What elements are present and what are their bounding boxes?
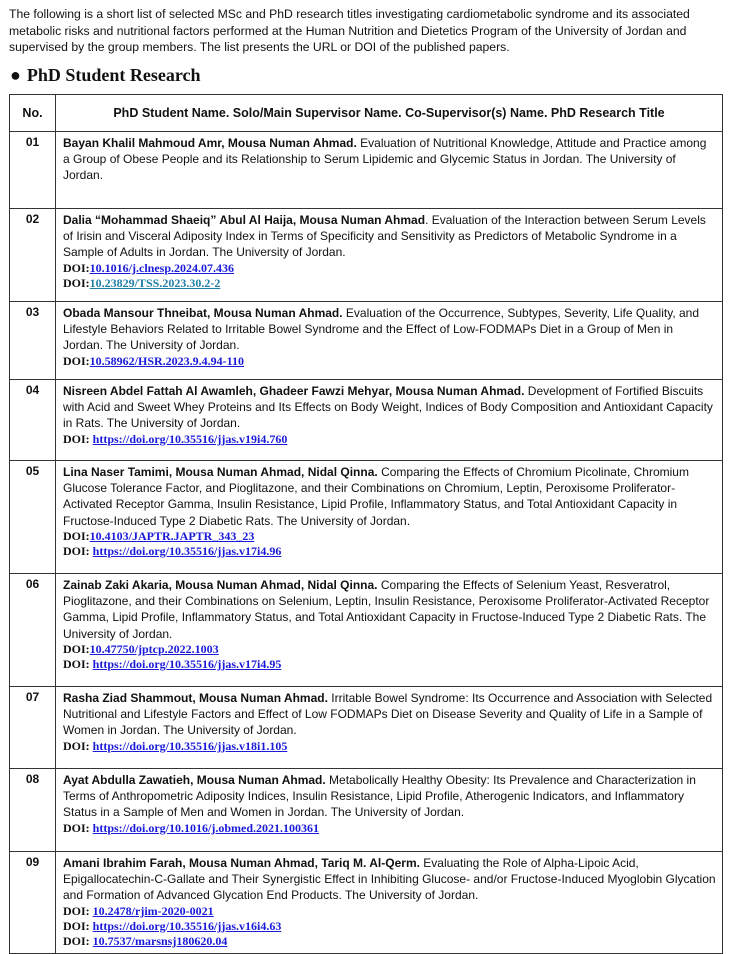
table-row <box>10 852 723 954</box>
entry-text <box>63 577 716 642</box>
doi-link[interactable]: 10.2478/rjim-2020-0021 <box>92 903 214 918</box>
doi-line <box>63 276 716 291</box>
entry-text <box>63 855 716 904</box>
doi-line <box>63 354 716 369</box>
research-entry <box>56 209 723 302</box>
table-row <box>10 461 723 574</box>
research-title: Evaluating the Role of Alpha-Lipoic Acid, Epigallocatechin-C-Gallate and Their Synergistic Effect in Inhibiting Glucose- and/or Fructose-Induced Myoglobin Glycation and Formation of Advanced Glycation End Products. The University of Jordan. <box>63 856 716 903</box>
doi-label: DOI: <box>63 260 90 275</box>
table-header-row <box>10 95 723 132</box>
doi-link[interactable]: https://doi.org/10.35516/jjas.v18i1.105 <box>92 738 288 753</box>
doi-label: DOI: <box>63 918 93 933</box>
doi-link[interactable]: https://doi.org/10.1016/j.obmed.2021.100361 <box>92 820 320 835</box>
entry-text <box>63 212 716 261</box>
research-entry <box>56 769 723 852</box>
doi-line <box>63 544 716 559</box>
row-number: 09 <box>10 852 56 954</box>
doi-line <box>63 432 716 447</box>
research-entry <box>56 852 723 954</box>
row-number: 02 <box>10 209 56 302</box>
row-number: 06 <box>10 574 56 687</box>
doi-label: DOI: <box>63 275 90 290</box>
research-entry <box>56 380 723 461</box>
doi-line <box>63 261 716 276</box>
student-supervisor-names: Rasha Ziad Shammout, Mousa Numan Ahmad. <box>63 691 328 705</box>
doi-label: DOI: <box>63 641 90 656</box>
doi-label: DOI: <box>63 820 93 835</box>
student-supervisor-names: Obada Mansour Thneibat, Mousa Numan Ahmad. <box>63 306 343 320</box>
student-supervisor-names: Bayan Khalil Mahmoud Amr, Mousa Numan Ahmad. <box>63 136 357 150</box>
research-table <box>9 94 723 954</box>
research-title: Irritable Bowel Syndrome: Its Occurrence and Association with Selected Nutritional and Lifestyle Factors and Effect of Low FODMAPs Diet on Disease Severity and Quality of Life in a Sample of Women in Jordan. The University of Jordan. <box>63 691 713 738</box>
student-supervisor-names: Amani Ibrahim Farah, Mousa Numan Ahmad, Tariq M. Al-Qerm. <box>63 856 420 870</box>
entry-text <box>63 305 716 354</box>
doi-line <box>63 657 716 672</box>
research-entry <box>56 687 723 769</box>
student-supervisor-names: Nisreen Abdel Fattah Al Awamleh, Ghadeer Fawzi Mehyar, Mousa Numan Ahmad. <box>63 384 525 398</box>
doi-link[interactable]: 10.47750/jptcp.2022.1003 <box>89 641 219 656</box>
bullet-icon: ● <box>10 65 21 85</box>
research-title: . Evaluation of the Interaction between Serum Levels of Irisin and Visceral Adiposity Index in Terms of Specificity and Sensitivity as Predictors of Metabolic Syndrome in a Sample of Adults in Jordan. The University of Jordan. <box>63 213 706 260</box>
row-number: 05 <box>10 461 56 574</box>
doi-label: DOI: <box>63 353 90 368</box>
student-supervisor-names: Lina Naser Tamimi, Mousa Numan Ahmad, Nidal Qinna. <box>63 465 378 479</box>
row-number: 08 <box>10 769 56 852</box>
research-title: Comparing the Effects of Chromium Picolinate, Chromium Glucose Tolerance Factor, and Pioglitazone, and their Combinations on Chromium, Leptin, Peroxisome Proliferator-Activated Receptor Gamma, Insulin Resistance, Lipid Profile, Inflammatory Status, and Total Antioxidant Capacity in Fructose-Induced Type 2 Diabetic Rats. The University of Jordan. <box>63 465 689 528</box>
doi-label: DOI: <box>63 738 93 753</box>
entry-text <box>63 772 716 821</box>
doi-line <box>63 821 716 836</box>
row-number: 04 <box>10 380 56 461</box>
doi-label: DOI: <box>63 933 93 948</box>
entry-text <box>63 135 716 184</box>
doi-label: DOI: <box>63 431 93 446</box>
research-entry <box>56 461 723 574</box>
doi-label: DOI: <box>63 903 93 918</box>
table-row <box>10 380 723 461</box>
doi-line <box>63 642 716 657</box>
research-entry <box>56 132 723 209</box>
doi-label: DOI: <box>63 543 93 558</box>
student-supervisor-names: Zainab Zaki Akaria, Mousa Numan Ahmad, Nidal Qinna. <box>63 578 378 592</box>
entry-text <box>63 383 716 432</box>
doi-line <box>63 934 716 949</box>
doi-link[interactable]: https://doi.org/10.35516/jjas.v19i4.760 <box>92 431 288 446</box>
intro-paragraph: The following is a short list of selected MSc and PhD research titles investigating cardiometabolic syndrome and its associated metabolic risks and nutritional factors performed at the Human Nutrition and Dietetics Program of the University of Jordan and supervised by the group members. The list presents the URL or DOI of the published papers. <box>9 7 690 54</box>
research-title: Evaluation of Nutritional Knowledge, Attitude and Practice among a Group of Obese People and its Relationship to Serum Lipidemic and Glycemic Status in Jordan. The University of Jordan. <box>63 136 707 183</box>
column-header-description: PhD Student Name. Solo/Main Supervisor Name. Co-Supervisor(s) Name. PhD Research Title <box>56 95 723 132</box>
section-heading <box>10 64 201 86</box>
row-number: 07 <box>10 687 56 769</box>
doi-link[interactable]: https://doi.org/10.35516/jjas.v17i4.95 <box>92 656 282 671</box>
table-row <box>10 302 723 380</box>
doi-label: DOI: <box>63 656 93 671</box>
entry-text <box>63 464 716 529</box>
doi-line <box>63 904 716 919</box>
table-row <box>10 574 723 687</box>
table-row <box>10 132 723 209</box>
doi-link[interactable]: 10.4103/JAPTR.JAPTR_343_23 <box>89 528 255 543</box>
doi-line <box>63 739 716 754</box>
doi-link[interactable]: 10.1016/j.clnesp.2024.07.436 <box>89 260 235 275</box>
research-title: Comparing the Effects of Selenium Yeast, Resveratrol, Pioglitazone, and their Combinations on Selenium, Leptin, Insulin Resistance, Peroxisome Proliferator-Activated Receptor Gamma, Lipid Profile, Inflammatory Status, and Total Antioxidant Capacity in Fructose-Induced Type 2 Diabetic Rats. The University of Jordan. <box>63 578 710 641</box>
section-title: PhD Student Research <box>26 65 201 85</box>
table-row <box>10 769 723 852</box>
research-title: Development of Fortified Biscuits with Acid and Sweet Whey Proteins and Its Effects on Body Weight, Indices of Body Composition and Antioxidant Capacity in Rats. The University of Jordan. <box>63 384 713 431</box>
doi-link[interactable]: 10.58962/HSR.2023.9.4.94-110 <box>89 353 245 368</box>
doi-link[interactable]: https://doi.org/10.35516/jjas.v16i4.63 <box>92 918 282 933</box>
doi-line <box>63 919 716 934</box>
student-supervisor-names: Ayat Abdulla Zawatieh, Mousa Numan Ahmad. <box>63 773 326 787</box>
doi-line <box>63 529 716 544</box>
row-number: 03 <box>10 302 56 380</box>
doi-link[interactable]: https://doi.org/10.35516/jjas.v17i4.96 <box>92 543 282 558</box>
column-header-no: No. <box>10 95 56 132</box>
row-number: 01 <box>10 132 56 209</box>
entry-text <box>63 690 716 739</box>
doi-link[interactable]: 10.7537/marsnsj180620.04 <box>92 933 228 948</box>
table-row <box>10 209 723 302</box>
research-title: Evaluation of the Occurrence, Subtypes, Severity, Life Quality, and Lifestyle Behaviors Related to Irritable Bowel Syndrome and the Effect of Low-FODMAPs Diet in a Group of Men in Jordan. The University of Jordan. <box>63 306 700 353</box>
doi-label: DOI: <box>63 528 90 543</box>
table-row <box>10 687 723 769</box>
student-supervisor-names: Dalia “Mohammad Shaeiq” Abul Al Haija, Mousa Numan Ahmad <box>63 213 426 227</box>
research-entry <box>56 574 723 687</box>
doi-link[interactable]: 10.23829/TSS.2023.30.2-2 <box>89 275 221 290</box>
research-entry <box>56 302 723 380</box>
research-title: Metabolically Healthy Obesity: Its Prevalence and Characterization in Terms of Anthropometric Adiposity Indices, Insulin Resistance, Lipid Profile, Atherogenic Indicators, and Inflammatory Status in a Sample of Men and Women in Jordan. The University of Jordan. <box>63 773 696 820</box>
